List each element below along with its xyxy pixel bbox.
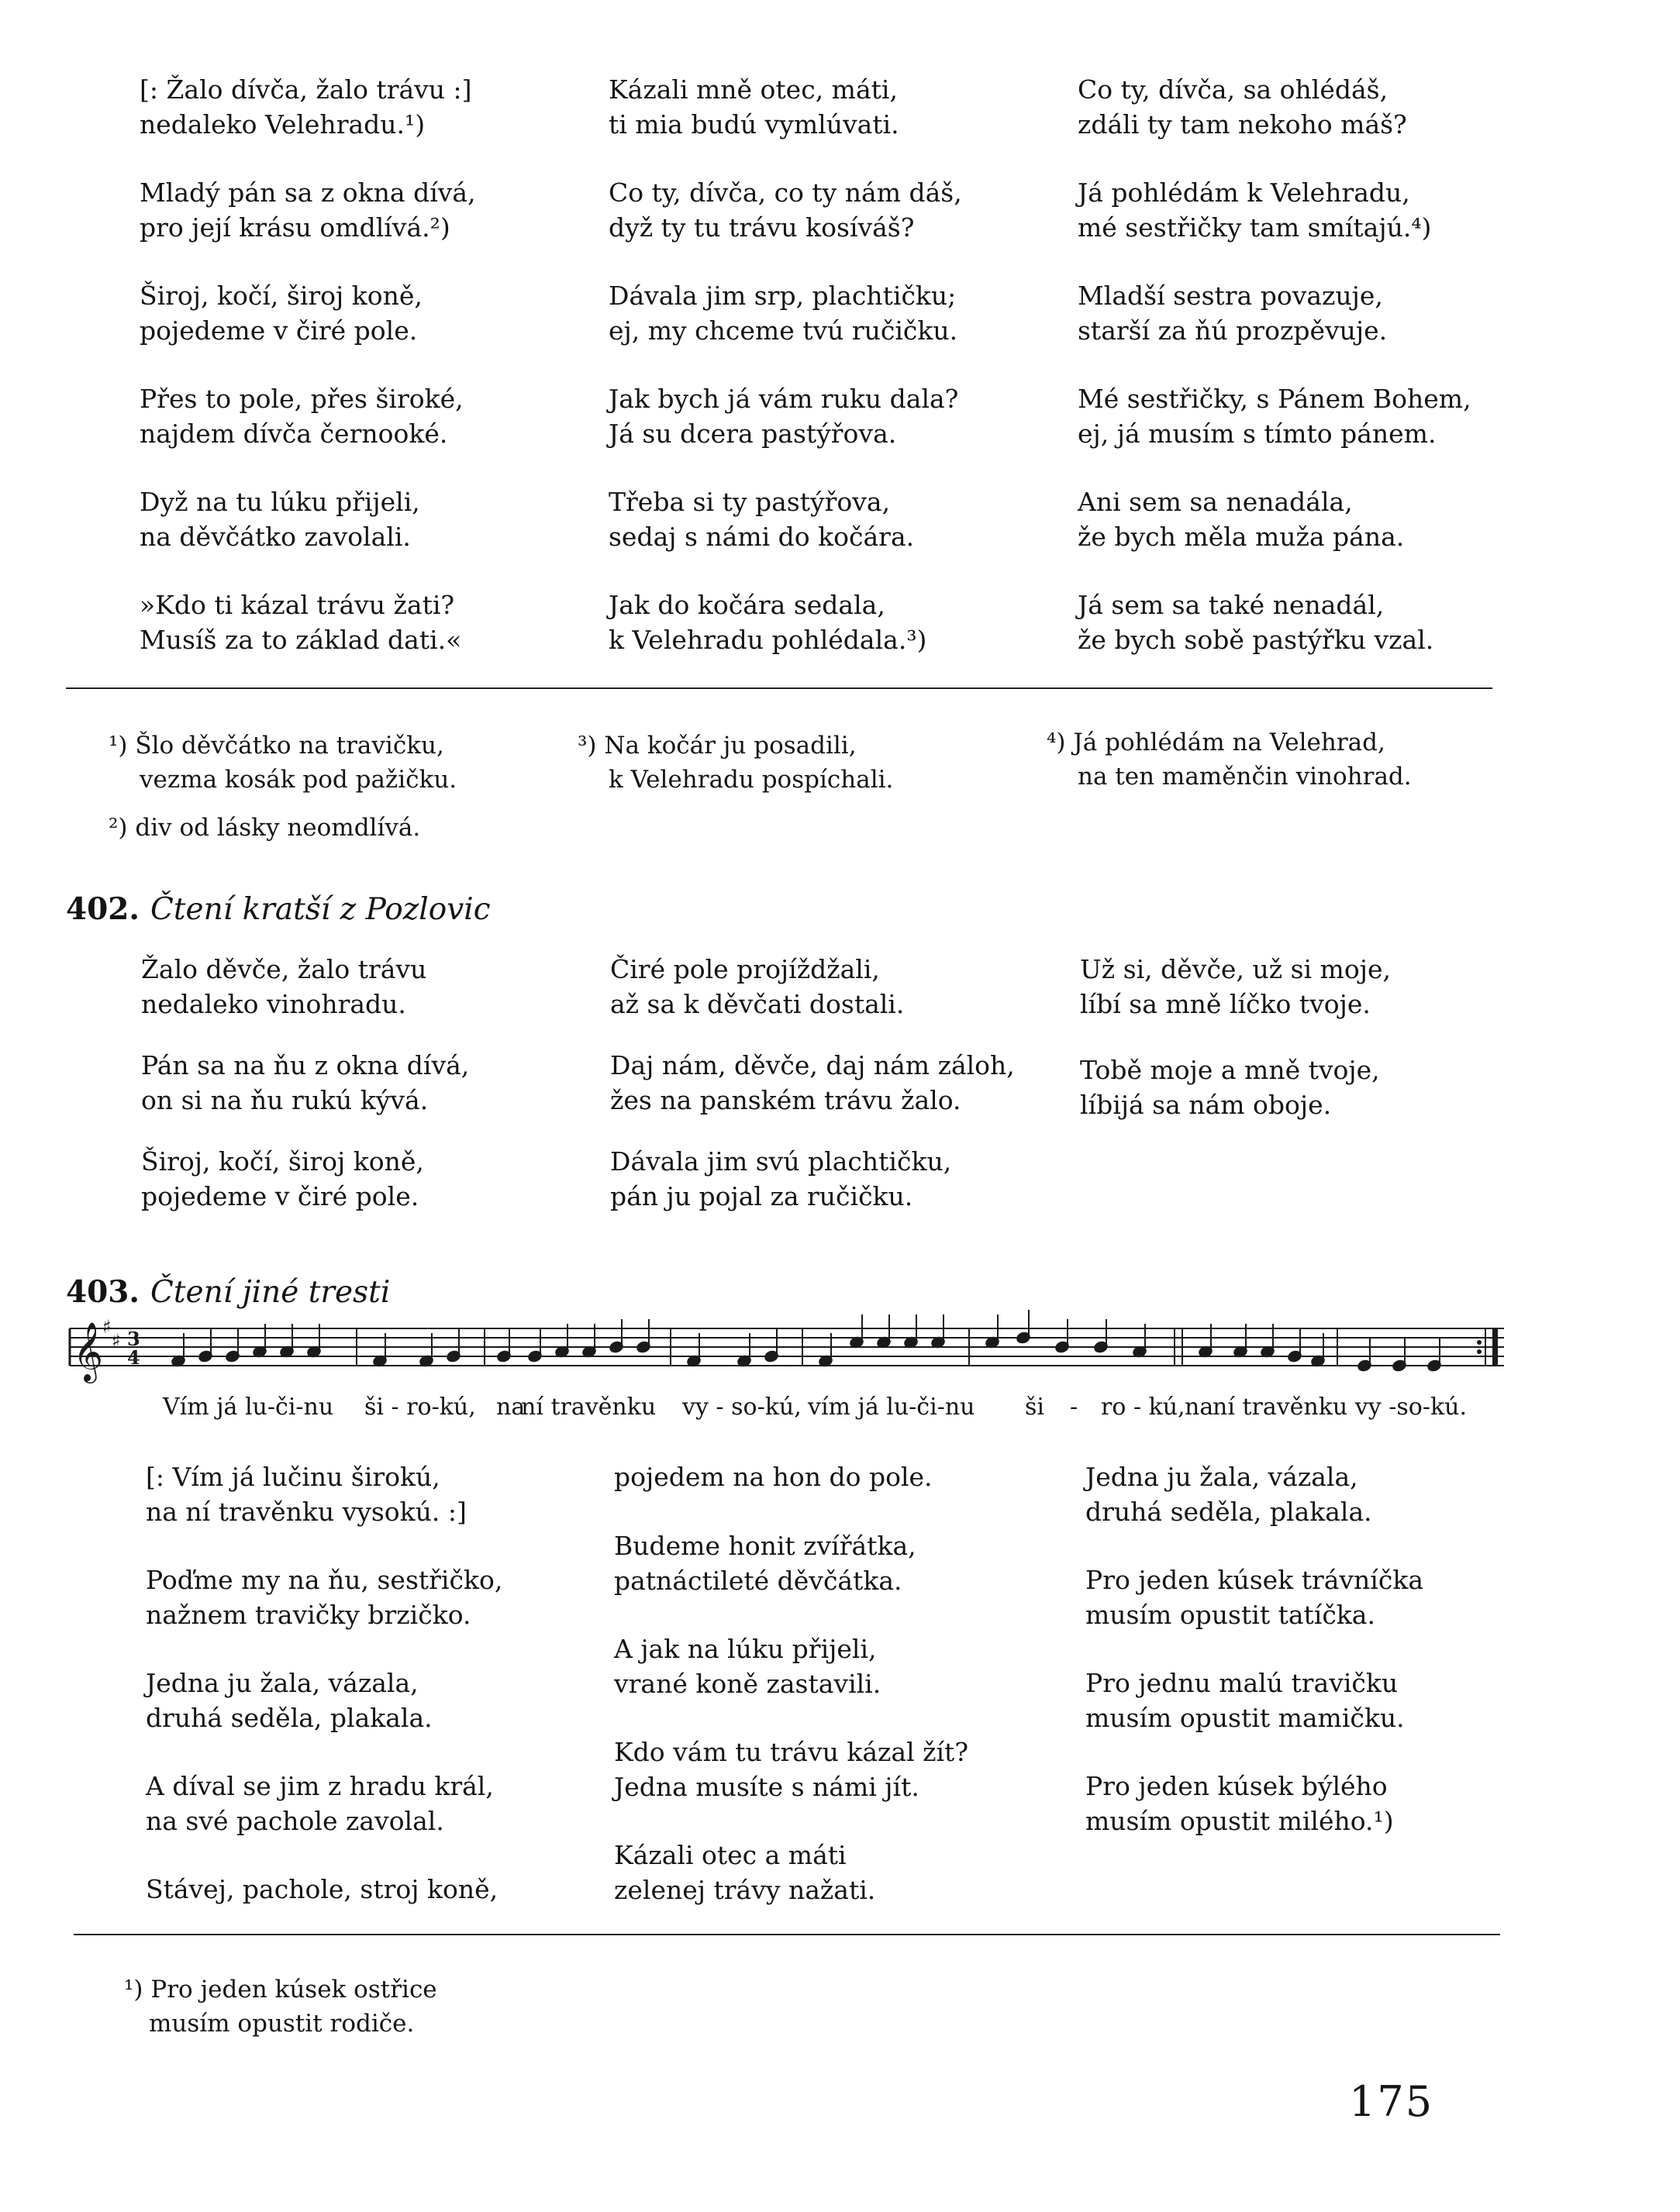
- song403-stanza-c1-5: Stávej, pachole, stroj koně,: [146, 1874, 498, 1904]
- song403-stanza-c1-1: [: Vím já lučinu širokú, na ní travěnku vysokú. :]: [146, 1462, 467, 1527]
- lyrics-seg-7: ši: [1025, 1394, 1044, 1421]
- footnote-divider-401: [66, 687, 1492, 689]
- song401-stanza-c1-5: Dyž na tu lúku přijeli, na děvčátko zavolali.: [140, 487, 420, 552]
- song402-stanza-c2-3: Dávala jim svú plachtičku, pán ju pojal za ručičku.: [610, 1146, 952, 1211]
- lyrics-seg-3: na: [496, 1394, 526, 1421]
- footnote-401-3: ³) Na kočár ju posadili, k Velehradu pospíchali.: [578, 732, 894, 794]
- lyrics-seg-9: ro - kú,: [1101, 1394, 1185, 1421]
- song401-stanza-c2-6: Jak do kočára sedala, k Velehradu pohlédala.³): [609, 590, 927, 655]
- song401-stanza-c2-1: Kázali mně otec, máti, ti mia budú vymlúvati.: [609, 74, 899, 140]
- song401-stanza-c1-1: [: Žalo dívča, žalo trávu :] nedaleko Velehradu.¹): [140, 74, 472, 140]
- song403-stanza-c1-3: Jedna ju žala, vázala, druhá seděla, plakala.: [146, 1668, 433, 1733]
- song401-stanza-c3-1: Co ty, dívča, sa ohlédáš, zdáli ty tam nekoho máš?: [1078, 74, 1407, 140]
- footnote-401-4: ⁴) Já pohlédám na Velehrad, na ten maměnčin vinohrad.: [1047, 729, 1412, 791]
- song402-stanza-c2-2: Daj nám, děvče, daj nám záloh, žes na panském trávu žalo.: [610, 1050, 1015, 1115]
- lyrics-seg-5: vy - so-kú,: [682, 1394, 802, 1421]
- song403-stanza-c1-4: A díval se jim z hradu král, na své pachole zavolal.: [146, 1771, 494, 1836]
- lyrics-seg-11: ní travěnku vy -so-kú.: [1213, 1394, 1467, 1421]
- song401-stanza-c1-6: »Kdo ti kázal trávu žati? Musíš za to základ dati.«: [140, 590, 462, 655]
- song403-stanza-c3-3: Pro jednu malú travičku musím opustit mamičku.: [1085, 1668, 1405, 1733]
- song402-stanza-c3-2: Tobě moje a mně tvoje, líbijá sa nám oboje.: [1080, 1055, 1380, 1120]
- song402-stanza-c1-1: Žalo děvče, žalo trávu nedaleko vinohradu.: [141, 954, 427, 1019]
- song403-stanza-c1-2: Poďme my na ňu, sestřičko, nažnem travičky brzičko.: [146, 1565, 503, 1630]
- song401-stanza-c1-2: Mladý pán sa z okna dívá, pro její krásu omdlívá.²): [140, 177, 476, 243]
- sharp-icon: ♯: [112, 1330, 121, 1352]
- song402-stanza-c3-1: Už si, děvče, už si moje, líbí sa mně líčko tvoje.: [1080, 954, 1391, 1019]
- treble-clef-icon: 𝄞: [73, 1321, 104, 1381]
- page-number: 175: [1349, 2077, 1434, 2126]
- repeat-dot: [1477, 1340, 1482, 1345]
- time-signature-bottom: 4: [127, 1346, 140, 1369]
- song403-stanza-c3-1: Jedna ju žala, vázala, druhá seděla, plakala.: [1085, 1462, 1372, 1527]
- song401-stanza-c1-4: Přes to pole, přes široké, najdem dívča černooké.: [140, 384, 464, 449]
- song401-stanza-c2-4: Jak bych já vám ruku dala? Já su dcera pastýřova.: [609, 384, 959, 449]
- song403-stanza-c2-4: Kdo vám tu trávu kázal žít? Jedna musíte s námi jít.: [614, 1737, 969, 1802]
- time-signature-top: 3: [127, 1328, 140, 1350]
- lyrics-seg-6: vím já lu-či-nu: [808, 1394, 975, 1421]
- lyrics-seg-10: na: [1185, 1394, 1214, 1421]
- lyrics-seg-8: -: [1070, 1394, 1078, 1421]
- song402-title: Čtení kratší z Pozlovic: [150, 892, 491, 927]
- footnote-401-1: ¹) Šlo děvčátko na travičku, vezma kosák pod pažičku.: [109, 732, 457, 794]
- footnote-divider-403: [74, 1934, 1500, 1935]
- song403-stanza-c2-5: Kázali otec a máti zelenej trávy nažati.: [614, 1840, 876, 1905]
- sharp-icon: ♯: [102, 1316, 112, 1338]
- song402-stanza-c2-1: Čiré pole projíždžali, až sa k děvčati dostali.: [610, 954, 905, 1019]
- song403-heading: [66, 1273, 390, 1312]
- footnote-403-1: ¹) Pro jeden kúsek ostřice musím opustit rodiče.: [124, 1976, 437, 2038]
- song401-stanza-c3-3: Mladší sestra povazuje, starší za ňú prozpěvuje.: [1078, 281, 1388, 346]
- song403-stanza-c2-3: A jak na lúku přijeli, vrané koně zastavili.: [614, 1634, 881, 1699]
- song403-stanza-c2-2: Budeme honit zvířátka, patnáctileté děvčátka.: [614, 1531, 916, 1596]
- song403-title: Čtení jiné tresti: [150, 1275, 391, 1310]
- song401-stanza-c3-2: Já pohlédám k Velehradu, mé sestřičky tam smítajú.⁴): [1078, 177, 1432, 243]
- song401-stanza-c3-4: Mé sestřičky, s Pánem Bohem, ej, já musím s tímto pánem.: [1078, 384, 1471, 449]
- song402-stanza-c1-2: Pán sa na ňu z okna dívá, on si na ňu rukú kývá.: [141, 1050, 470, 1115]
- song403-stanza-c3-4: Pro jeden kúsek býlého musím opustit milého.¹): [1085, 1771, 1394, 1836]
- song401-stanza-c2-5: Třeba si ty pastýřova, sedaj s námi do kočára.: [609, 487, 915, 552]
- lyrics-seg-2: ši - ro-kú,: [364, 1394, 476, 1421]
- song402-stanza-c1-3: Široj, kočí, široj koně, pojedeme v čiré pole.: [141, 1146, 424, 1211]
- lyrics-seg-1: Vím já lu-či-nu: [163, 1394, 334, 1421]
- song401-stanza-c2-3: Dávala jim srp, plachtičku; ej, my chceme tvú ručičku.: [609, 281, 958, 346]
- lyrics-seg-4: ní travěnku: [521, 1394, 657, 1421]
- song403-stanza-c2-1: pojedem na hon do pole.: [614, 1462, 933, 1492]
- song401-stanza-c3-6: Já sem sa také nenadál, že bych sobě pastýřku vzal.: [1078, 590, 1434, 655]
- song401-stanza-c2-2: Co ty, dívča, co ty nám dáš, dyž ty tu trávu kosíváš?: [609, 177, 962, 243]
- song403-number: 403.: [66, 1274, 140, 1310]
- song403-stanza-c3-2: Pro jeden kúsek trávníčka musím opustit tatíčka.: [1085, 1565, 1424, 1630]
- song401-stanza-c3-5: Ani sem sa nenadála, že bych měla muža pána.: [1078, 487, 1405, 552]
- repeat-dot: [1477, 1349, 1482, 1354]
- song401-stanza-c1-3: Široj, kočí, široj koně, pojedeme v čiré pole.: [140, 281, 423, 346]
- song402-heading: [66, 890, 491, 929]
- song402-number: 402.: [66, 891, 140, 927]
- music-staff: [62, 1310, 1520, 1395]
- footnote-401-2: ²) div od lásky neomdlívá.: [109, 814, 421, 842]
- final-barline-thick: [1492, 1328, 1498, 1366]
- notes: [171, 1310, 1441, 1372]
